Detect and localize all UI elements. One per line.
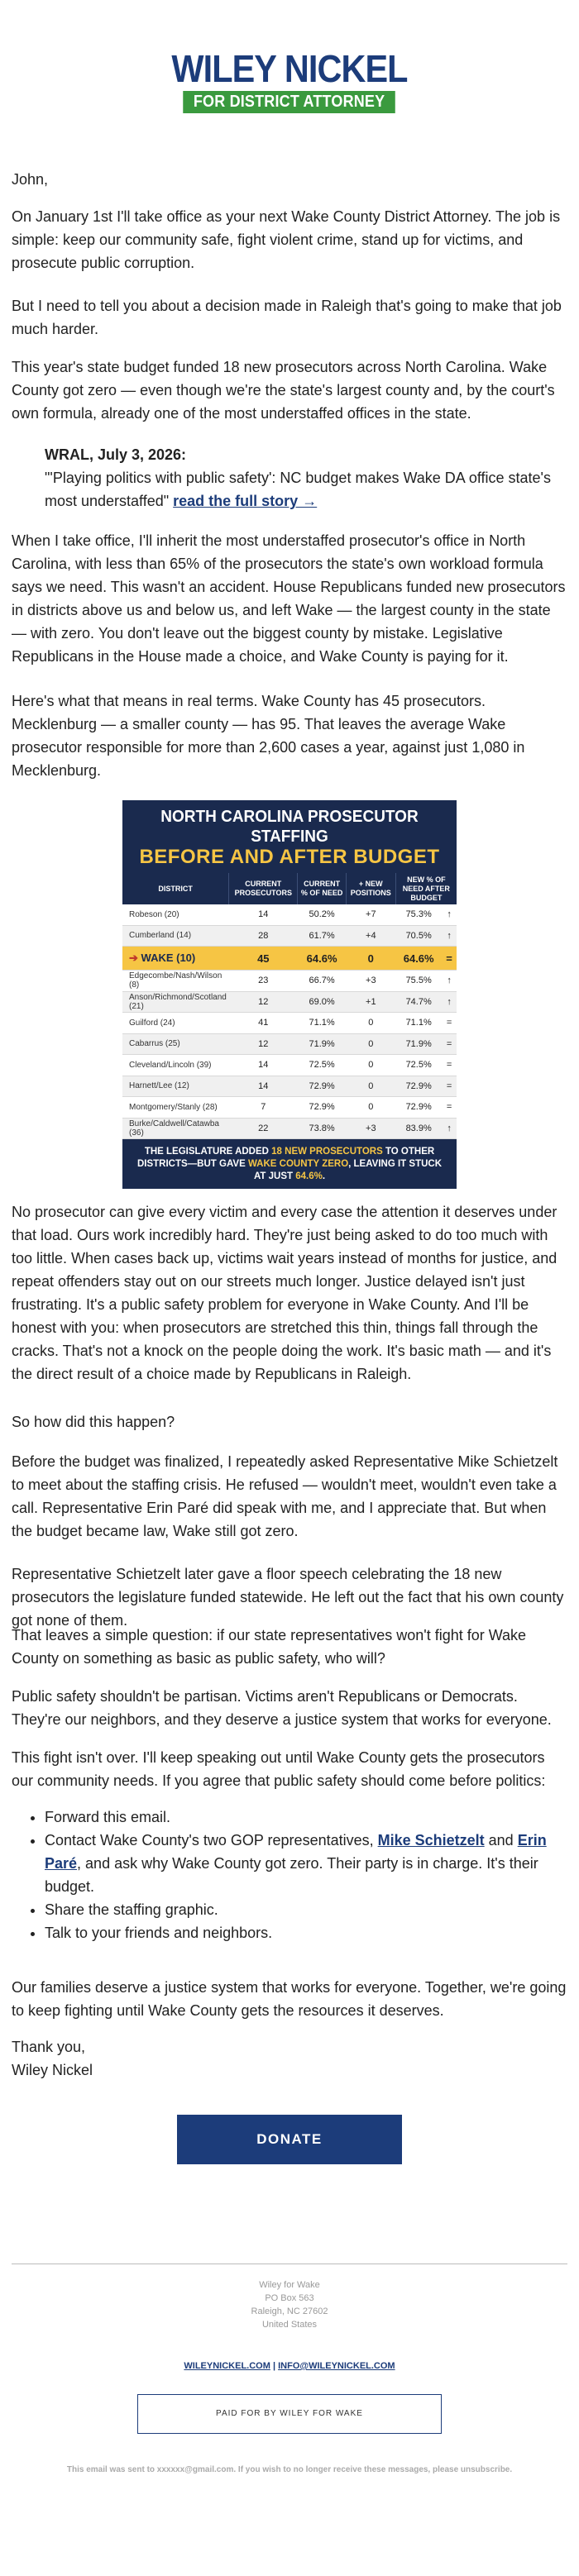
paragraph-workload: No prosecutor can give every victim and every case the attention it deserves under that load. Ours work incredibly hard. They're just being asked to do too much with too little. When cases back up, victims wait years instead of months for justice, and repeat offenders stay out on our streets much longer. Justice delayed isn't just frustrating. It's a public safety problem for everyone in Wake County. And I'll be honest with you: when prosecutors are stretched this thin, things fall through the cracks. That's not a knock on the people doing the work. It's basic math — and it's the direct result of a choice made by Republicans in Raleigh. xyxy=(12,1204,557,1382)
table-row xyxy=(122,1013,457,1034)
current-cell: 14 xyxy=(229,1076,298,1097)
district-cell: Harnett/Lee (12) xyxy=(122,1076,229,1097)
new-cell: 0 xyxy=(346,1097,395,1119)
pct-cell: 72.5% xyxy=(298,1055,347,1076)
new-pct-cell: 83.9% xyxy=(395,1118,442,1139)
table-row xyxy=(122,991,457,1013)
current-cell: 14 xyxy=(229,904,298,925)
pct-cell: 71.1% xyxy=(298,1013,347,1034)
list-item: • Forward this email. xyxy=(45,1806,567,1829)
current-cell: 41 xyxy=(229,1013,298,1034)
trend-up-icon: ↑ xyxy=(442,971,457,992)
district-cell: Cleveland/Lincoln (39) xyxy=(122,1055,229,1076)
pct-cell: 71.9% xyxy=(298,1033,347,1055)
staffing-table xyxy=(122,873,457,1139)
table-row xyxy=(122,1055,457,1076)
table-row xyxy=(122,1033,457,1055)
new-cell: +3 xyxy=(346,1118,395,1139)
list-item: • Share the staffing graphic. xyxy=(45,1898,567,1921)
pct-cell: 64.6% xyxy=(298,947,347,971)
district-cell: Cumberland (14) xyxy=(122,925,229,947)
district-cell: Burke/Caldwell/Catawba (36) xyxy=(122,1118,229,1139)
trend-equal-icon: = xyxy=(442,947,457,971)
paragraph-schietzelt: Before the budget was finalized, I repeatedly asked Representative Mike Schietzelt to meet about the staffing crisis. He refused — wouldn't meet, wouldn't even take a call. Representative Erin Paré did speak with me, and I appreciate that. But when the budget became law, Wake still got zero. xyxy=(12,1453,558,1539)
current-cell: 22 xyxy=(229,1118,298,1139)
new-pct-cell: 64.6% xyxy=(395,947,442,971)
trend-up-icon: ↑ xyxy=(442,904,457,925)
infographic-subtitle: BEFORE AND AFTER BUDGET xyxy=(139,846,440,868)
table-row xyxy=(122,1076,457,1097)
col-district: DISTRICT xyxy=(122,873,229,904)
trend-equal-icon: = xyxy=(442,1013,457,1034)
new-pct-cell: 71.1% xyxy=(395,1013,442,1034)
footer-po: PO Box 563 xyxy=(265,2293,314,2303)
current-cell: 7 xyxy=(229,1097,298,1119)
new-cell: 0 xyxy=(346,947,395,971)
news-quote xyxy=(45,443,567,513)
paragraph-real-terms: Here's what that means in real terms. Wake County has 45 prosecutors. Mecklenburg — a smaller county — has 95. That leaves the average Wake prosecutor responsible for more than 2,600 cases a year, against just 1,080 in Mecklenburg. xyxy=(12,693,525,779)
paragraph-understaffed: When I take office, I'll inherit the most understaffed prosecutor's office in North Carolina, with less than 65% of the prosecutors the state's own workload formula says we need. This wasn't an accident. House Republicans funded new prosecutors in districts above us and below us, and left Wake — the largest county in the state — with zero. You don't leave out the biggest county by mistake. Legislative Republicans in the House made a choice, and Wake County is paying for it. xyxy=(12,532,566,665)
greeting: John, xyxy=(12,171,49,188)
new-cell: 0 xyxy=(346,1013,395,1034)
logo-name: WILEY NICKEL xyxy=(171,47,408,90)
footer-city: Raleigh, NC 27602 xyxy=(251,2306,328,2316)
infographic-footer: THE LEGISLATURE ADDED 18 NEW PROSECUTORS TO OTHER DISTRICTS—BUT GAVE WAKE COUNTY ZERO, LEAVING IT STUCK AT JUST 64.6%. xyxy=(136,1147,443,1181)
new-cell: 0 xyxy=(346,1076,395,1097)
table-row xyxy=(122,971,457,992)
list-item: • Contact Wake County's two GOP representatives, Mike Schietzelt and Erin Paré, and ask why Wake County got zero. Their party is in charge. It's their budget. xyxy=(45,1829,567,1898)
paragraph-fight: This fight isn't over. I'll keep speaking out until Wake County gets the prosecutors our community needs. If you agree that public safety should come before politics: xyxy=(12,1749,546,1789)
table-row xyxy=(122,904,457,925)
paragraph-floor-speech: Representative Schietzelt later gave a floor speech celebrating the 18 new prosecutors the legislature funded statewide. He left out the fact that his own county got none of them. xyxy=(12,1566,564,1629)
pct-cell: 66.7% xyxy=(298,971,347,992)
pct-cell: 72.9% xyxy=(298,1076,347,1097)
footer-address xyxy=(0,2278,579,2331)
arrow-right-icon: ➔ xyxy=(129,952,141,964)
trend-up-icon: ↑ xyxy=(442,1118,457,1139)
email-link[interactable]: INFO@WILEYNICKEL.COM xyxy=(278,2361,395,2371)
current-cell: 14 xyxy=(229,1055,298,1076)
current-cell: 23 xyxy=(229,971,298,992)
unsubscribe-text[interactable]: This email was sent to xxxxxx@gmail.com. If you wish to no longer receive these messages, please unsubscribe. xyxy=(66,2465,513,2474)
district-cell: Montgomery/Stanly (28) xyxy=(122,1097,229,1119)
col-pct: CURRENT % OF NEED xyxy=(298,873,347,904)
district-cell: Edgecombe/Nash/Wilson (8) xyxy=(122,971,229,992)
read-story-link[interactable]: read the full story → xyxy=(173,493,318,509)
current-cell: 28 xyxy=(229,925,298,947)
quote-source: WRAL, July 3, 2026: xyxy=(45,446,187,463)
col-new: + NEW POSITIONS xyxy=(346,873,395,904)
trend-equal-icon: = xyxy=(442,1033,457,1055)
staffing-infographic xyxy=(122,800,457,1189)
current-cell: 45 xyxy=(229,947,298,971)
district-cell: Robeson (20) xyxy=(122,904,229,925)
trend-up-icon: ↑ xyxy=(442,925,457,947)
new-pct-cell: 72.9% xyxy=(395,1076,442,1097)
current-cell: 12 xyxy=(229,991,298,1013)
pct-cell: 73.8% xyxy=(298,1118,347,1139)
table-row xyxy=(122,1097,457,1119)
signoff: Thank you, xyxy=(12,2039,86,2055)
pct-cell: 72.9% xyxy=(298,1097,347,1119)
new-cell: +4 xyxy=(346,925,395,947)
trend-equal-icon: = xyxy=(442,1076,457,1097)
col-new-pct: NEW % OF NEED AFTER BUDGET xyxy=(395,873,457,904)
logo-tagline: FOR DISTRICT ATTORNEY xyxy=(184,91,396,113)
paragraph-question: That leaves a simple question: if our state representatives won't fight for Wake County on something as basic as public safety, who will? xyxy=(12,1627,527,1667)
new-pct-cell: 75.3% xyxy=(395,904,442,925)
rep-schietzelt-link[interactable]: Mike Schietzelt xyxy=(377,1832,485,1849)
quote-text: "'Playing politics with public safety': NC budget makes Wake DA office state's most understaffed" xyxy=(45,470,551,509)
signature: Wiley Nickel xyxy=(12,2062,93,2078)
new-pct-cell: 74.7% xyxy=(395,991,442,1013)
new-pct-cell: 70.5% xyxy=(395,925,442,947)
list-item: • Talk to your friends and neighbors. xyxy=(45,1921,567,1944)
paragraph-closing: Our families deserve a justice system that works for everyone. Together, we're going to keep fighting until Wake County gets the resources it deserves. xyxy=(12,1979,567,2019)
paragraph-budget: This year's state budget funded 18 new prosecutors across North Carolina. Wake County got zero — even though we're the state's largest county and, by the court's own formula, already one of the most understaffed offices in the state. xyxy=(12,359,555,422)
current-cell: 12 xyxy=(229,1033,298,1055)
new-pct-cell: 72.5% xyxy=(395,1055,442,1076)
new-cell: +3 xyxy=(346,971,395,992)
paragraph-decision: But I need to tell you about a decision made in Raleigh that's going to make that job much harder. xyxy=(12,298,562,337)
footer-country: United States xyxy=(261,2320,318,2330)
col-current: CURRENT PROSECUTORS xyxy=(229,873,298,904)
footer-links: WILEYNICKEL.COM | INFO@WILEYNICKEL.COM xyxy=(184,2361,395,2371)
district-cell: Cabarrus (25) xyxy=(122,1033,229,1055)
footer-org: Wiley for Wake xyxy=(259,2280,320,2290)
new-cell: +1 xyxy=(346,991,395,1013)
website-link[interactable]: WILEYNICKEL.COM xyxy=(184,2361,270,2371)
pct-cell: 61.7% xyxy=(298,925,347,947)
table-row xyxy=(122,925,457,947)
trend-up-icon: ↑ xyxy=(442,991,457,1013)
new-cell: +7 xyxy=(346,904,395,925)
new-cell: 0 xyxy=(346,1033,395,1055)
action-list xyxy=(12,1806,567,1944)
trend-equal-icon: = xyxy=(442,1055,457,1076)
new-pct-cell: 75.5% xyxy=(395,971,442,992)
district-cell: Anson/Richmond/Scotland (21) xyxy=(122,991,229,1013)
paid-for-box: PAID FOR BY WILEY FOR WAKE xyxy=(137,2394,442,2434)
new-pct-cell: 71.9% xyxy=(395,1033,442,1055)
table-row-wake xyxy=(122,947,457,971)
table-row xyxy=(122,1118,457,1139)
infographic-title: NORTH CAROLINA PROSECUTOR STAFFING xyxy=(160,808,419,846)
new-pct-cell: 72.9% xyxy=(395,1097,442,1119)
rep-pare-link[interactable]: Erin Paré xyxy=(45,1832,547,1872)
pct-cell: 50.2% xyxy=(298,904,347,925)
district-cell: ➔ WAKE (10) xyxy=(122,947,229,971)
district-cell: Guilford (24) xyxy=(122,1013,229,1034)
campaign-logo xyxy=(12,0,567,137)
paragraph-nonpartisan: Public safety shouldn't be partisan. Victims aren't Republicans or Democrats. They're our neighbors, and they deserve a justice system that works for everyone. xyxy=(12,1688,552,1728)
pct-cell: 69.0% xyxy=(298,991,347,1013)
paragraph-intro: On January 1st I'll take office as your next Wake County District Attorney. The job is simple: keep our community safe, fight violent crime, stand up for victims, and prosecute public corruption. xyxy=(12,208,561,271)
new-cell: 0 xyxy=(346,1055,395,1076)
paragraph-how: So how did this happen? xyxy=(12,1414,175,1430)
trend-equal-icon: = xyxy=(442,1097,457,1119)
donate-button[interactable]: DONATE xyxy=(177,2115,402,2164)
